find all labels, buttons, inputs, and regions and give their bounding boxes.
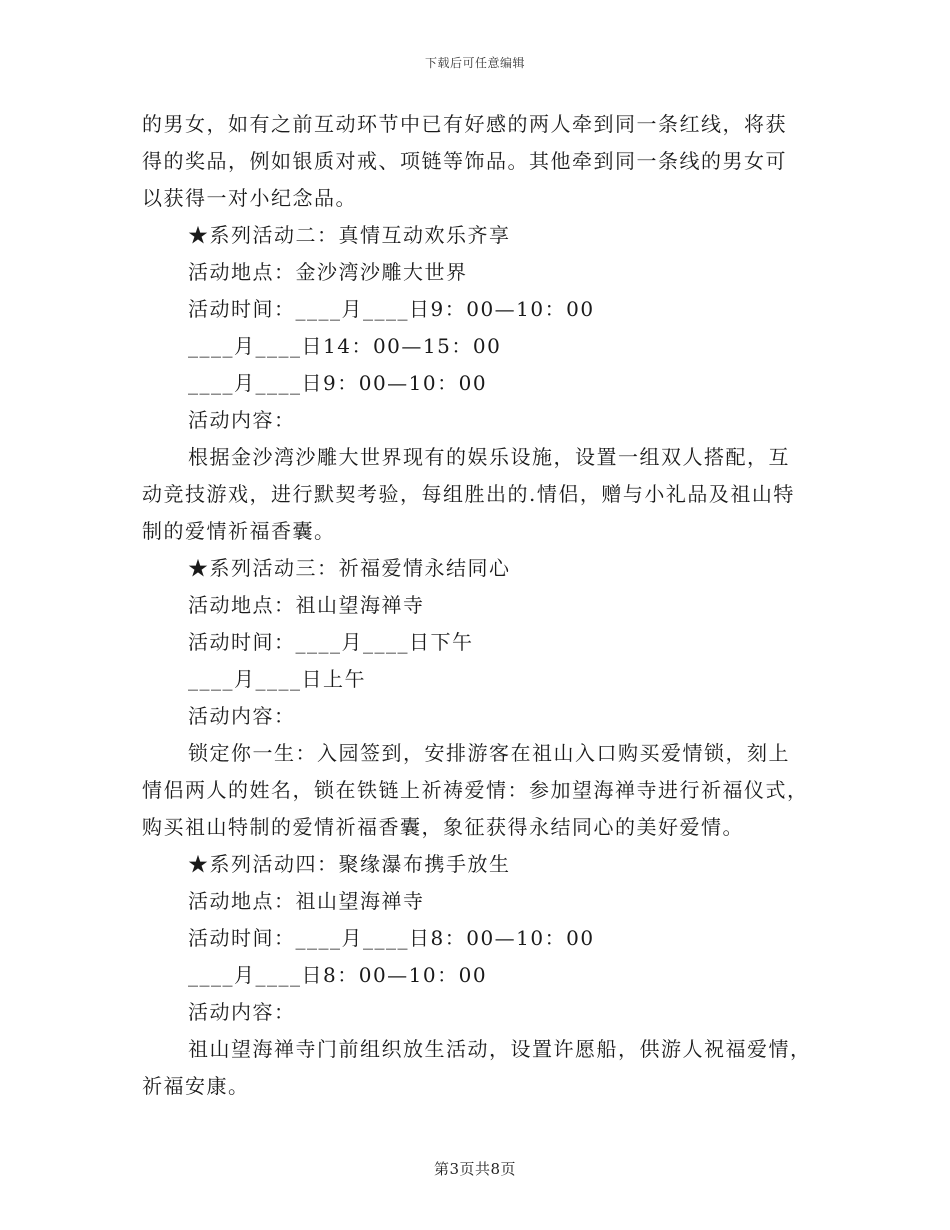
section-heading: ★系列活动四：聚缘瀑布携手放生	[188, 852, 511, 876]
activity-time: 活动时间：____月____日8：00—10：00	[188, 926, 595, 950]
activity-time: ____月____日8：00—10：00	[188, 963, 488, 987]
text-line: 购买祖山特制的爱情祈福香囊，象征获得永结同心的美好爱情。	[142, 815, 744, 839]
section-heading: ★系列活动二：真情互动欢乐齐享	[188, 223, 511, 247]
text-line: 根据金沙湾沙雕大世界现有的娱乐设施，设置一组双人搭配，互	[188, 445, 790, 469]
activity-time: ____月____日9：00—10：00	[188, 371, 488, 395]
activity-time: 活动时间：____月____日下午	[188, 630, 474, 654]
page-header: 下载后可任意编辑	[424, 56, 525, 70]
text-line: 以获得一对小纪念品。	[142, 186, 357, 210]
text-line: 动竞技游戏，进行默契考验，每组胜出的.情侣，赠与小礼品及祖山特	[142, 482, 795, 506]
text-line: 锁定你一生：入园签到，安排游客在祖山入口购买爱情锁，刻上	[188, 741, 790, 765]
activity-time: ____月____日14：00—15：00	[188, 334, 502, 358]
activity-location: 活动地点：祖山望海禅寺	[188, 593, 425, 617]
activity-time: ____月____日上午	[188, 667, 366, 691]
section-heading: ★系列活动三：祈福爱情永结同心	[188, 556, 511, 580]
activity-content-label: 活动内容：	[188, 704, 296, 728]
text-line: 的男女，如有之前互动环节中已有好感的两人牵到同一条红线，将获	[142, 112, 787, 136]
page-footer: 第3页共8页	[433, 1160, 517, 1178]
text-line: 情侣两人的姓名，锁在铁链上祈祷爱情：参加望海禅寺进行祈福仪式，	[142, 778, 809, 802]
activity-location: 活动地点：金沙湾沙雕大世界	[188, 260, 468, 284]
text-line: 制的爱情祈福香囊。	[142, 519, 336, 543]
text-line: 得的奖品，例如银质对戒、项链等饰品。其他牵到同一条线的男女可	[142, 149, 787, 173]
activity-content-label: 活动内容：	[188, 408, 296, 432]
activity-content-label: 活动内容：	[188, 1000, 296, 1024]
text-line: 祈福安康。	[142, 1074, 250, 1098]
document-body	[142, 106, 812, 1105]
text-line: 祖山望海禅寺门前组织放生活动，设置许愿船，供游人祝福爱情，	[188, 1037, 812, 1061]
activity-time: 活动时间：____月____日9：00—10：00	[188, 297, 595, 321]
activity-location: 活动地点：祖山望海禅寺	[188, 889, 425, 913]
